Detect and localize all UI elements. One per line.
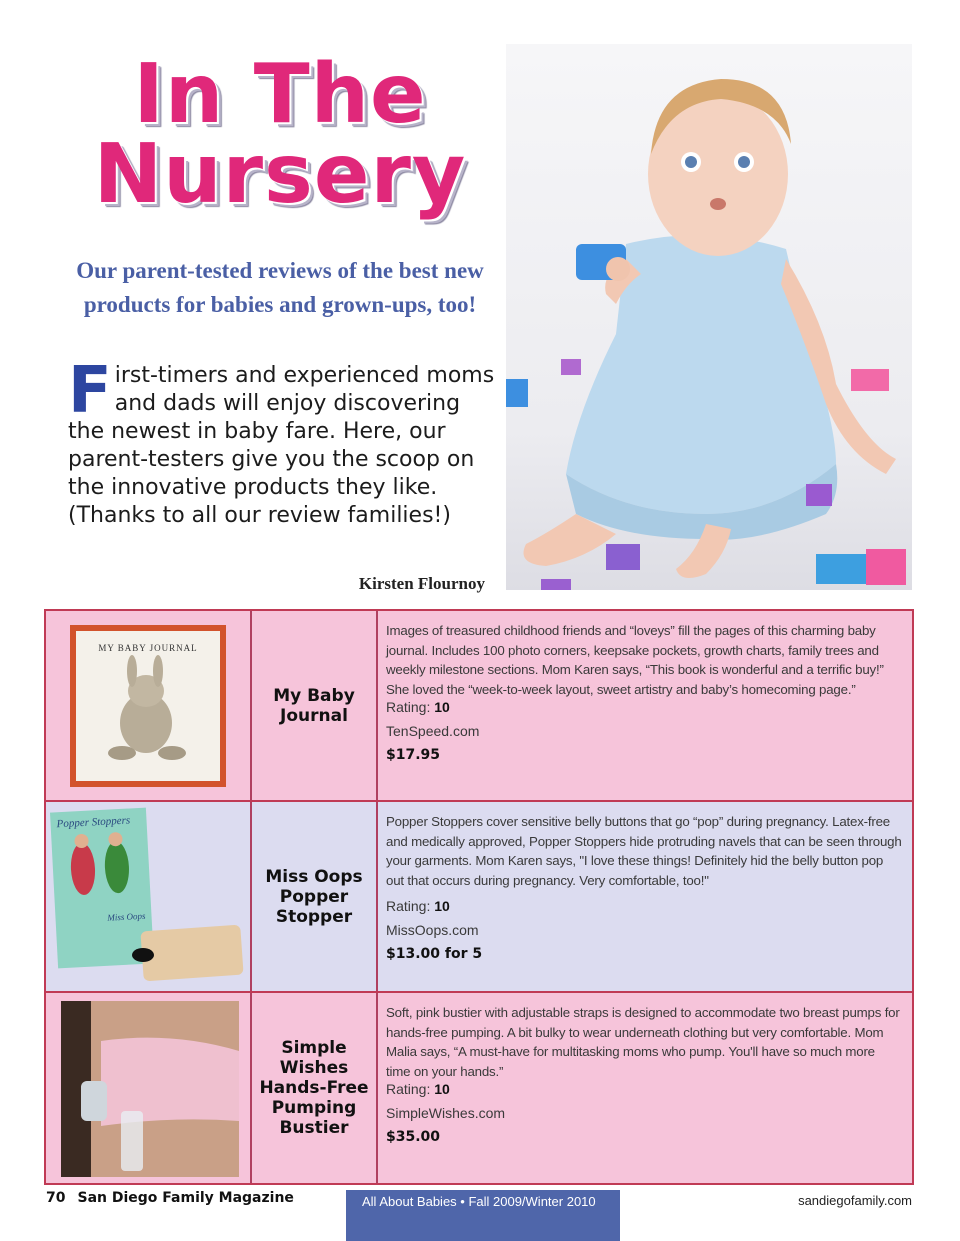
title-line-2: Nursery bbox=[93, 127, 467, 223]
title-line-1: In The bbox=[133, 47, 427, 142]
rating-value: 10 bbox=[434, 699, 450, 715]
product-price: $17.95 bbox=[386, 747, 441, 763]
product-name-cell bbox=[252, 802, 378, 991]
product-description: Popper Stoppers cover sensitive belly buttons that go “pop” during pregnancy. Latex-free and medically approved, Popper Stoppers hide protruding navels that can be seen through your garments. Mom Karen says, "I love these things! Definitely hid the belly button pop out that occurs during pregnancy. Very comfortable, too!" bbox=[386, 814, 902, 888]
popper-stopper-package bbox=[50, 808, 154, 969]
package-title: Popper Stoppers bbox=[56, 814, 131, 831]
byline: Kirsten Flournoy bbox=[358, 574, 485, 593]
product-name: Miss Oops Popper Stopper bbox=[265, 866, 363, 927]
product-name: Simple Wishes Hands-Free Pumping Bustier bbox=[259, 1038, 369, 1138]
bustier-photo bbox=[61, 1001, 239, 1177]
product-price: $13.00 for 5 bbox=[386, 946, 483, 962]
product-image-cell bbox=[46, 802, 252, 991]
rating-value: 10 bbox=[434, 898, 450, 914]
journal-cover-title: MY BABY JOURNAL bbox=[98, 643, 198, 653]
hero-photo-baby bbox=[506, 44, 912, 590]
product-name: My Baby Journal bbox=[273, 685, 355, 726]
product-website: TenSpeed.com bbox=[386, 723, 480, 739]
magazine-name: San Diego Family Magazine bbox=[77, 1190, 294, 1206]
intro-text: irst-timers and experienced moms and dads will enjoy discovering the newest in baby fare. Here, our parent-testers give you the scoop on the innovative products they like. (Thanks to all our review families!) bbox=[68, 363, 495, 528]
product-description-cell bbox=[378, 802, 912, 991]
product-description: Images of treasured childhood friends and “loveys” fill the pages of this charming baby journal. Includes 100 photo corners, keepsake pockets, growth charts, family trees and weekly milestone sections. Mom Karen says, “This book is wonderful and a terrific buy!” She loved the “week-to-week layout, sweet artistry and baby’s homecoming page.” bbox=[386, 623, 884, 697]
footer-issue-banner bbox=[346, 1190, 620, 1241]
product-name-cell bbox=[252, 993, 378, 1183]
woman-wearing-bustier-illustration bbox=[61, 1001, 239, 1177]
product-image-cell bbox=[46, 611, 252, 800]
product-row-pumping-bustier bbox=[44, 991, 914, 1185]
product-rating: Rating: 10 bbox=[386, 1081, 450, 1097]
popper-stopper-pads bbox=[140, 925, 243, 982]
footer-left bbox=[46, 1190, 294, 1206]
product-website: MissOops.com bbox=[386, 922, 479, 938]
product-price: $35.00 bbox=[386, 1129, 441, 1145]
product-row-my-baby-journal bbox=[44, 609, 914, 802]
black-bow-icon bbox=[132, 948, 154, 962]
page-number: 70 bbox=[46, 1190, 66, 1206]
footer-website: sandiegofamily.com bbox=[798, 1193, 912, 1208]
product-rating: Rating: 10 bbox=[386, 898, 450, 914]
bunny-icon bbox=[76, 653, 220, 773]
product-description: Soft, pink bustier with adjustable straps is designed to accommodate two breast pumps for hands-free pumping. A bit bulky to wear underneath clothing but very comfortable. Mom Malia says, “A must-have for multitasking moms who pump. You'll have so much more time on your hands.” bbox=[386, 1005, 900, 1079]
intro-paragraph bbox=[68, 354, 498, 530]
product-rating: Rating: 10 bbox=[386, 699, 450, 715]
product-description-cell bbox=[378, 993, 912, 1183]
product-row-popper-stopper bbox=[44, 800, 914, 993]
rating-value: 10 bbox=[434, 1081, 450, 1097]
baby-illustration bbox=[506, 44, 912, 590]
product-image-cell bbox=[46, 993, 252, 1183]
drop-cap: F bbox=[68, 354, 112, 428]
package-brand: Miss Oops bbox=[107, 910, 146, 923]
product-name-cell bbox=[252, 611, 378, 800]
page-title bbox=[60, 47, 500, 223]
product-website: SimpleWishes.com bbox=[386, 1105, 506, 1121]
product-description-cell bbox=[378, 611, 912, 800]
issue-text: All About Babies • Fall 2009/Winter 2010 bbox=[362, 1194, 596, 1209]
pregnant-women-illustration bbox=[51, 826, 151, 911]
subtitle: Our parent-tested reviews of the best new products for babies and grown-ups, too! bbox=[76, 258, 484, 317]
baby-journal-cover bbox=[70, 625, 226, 787]
